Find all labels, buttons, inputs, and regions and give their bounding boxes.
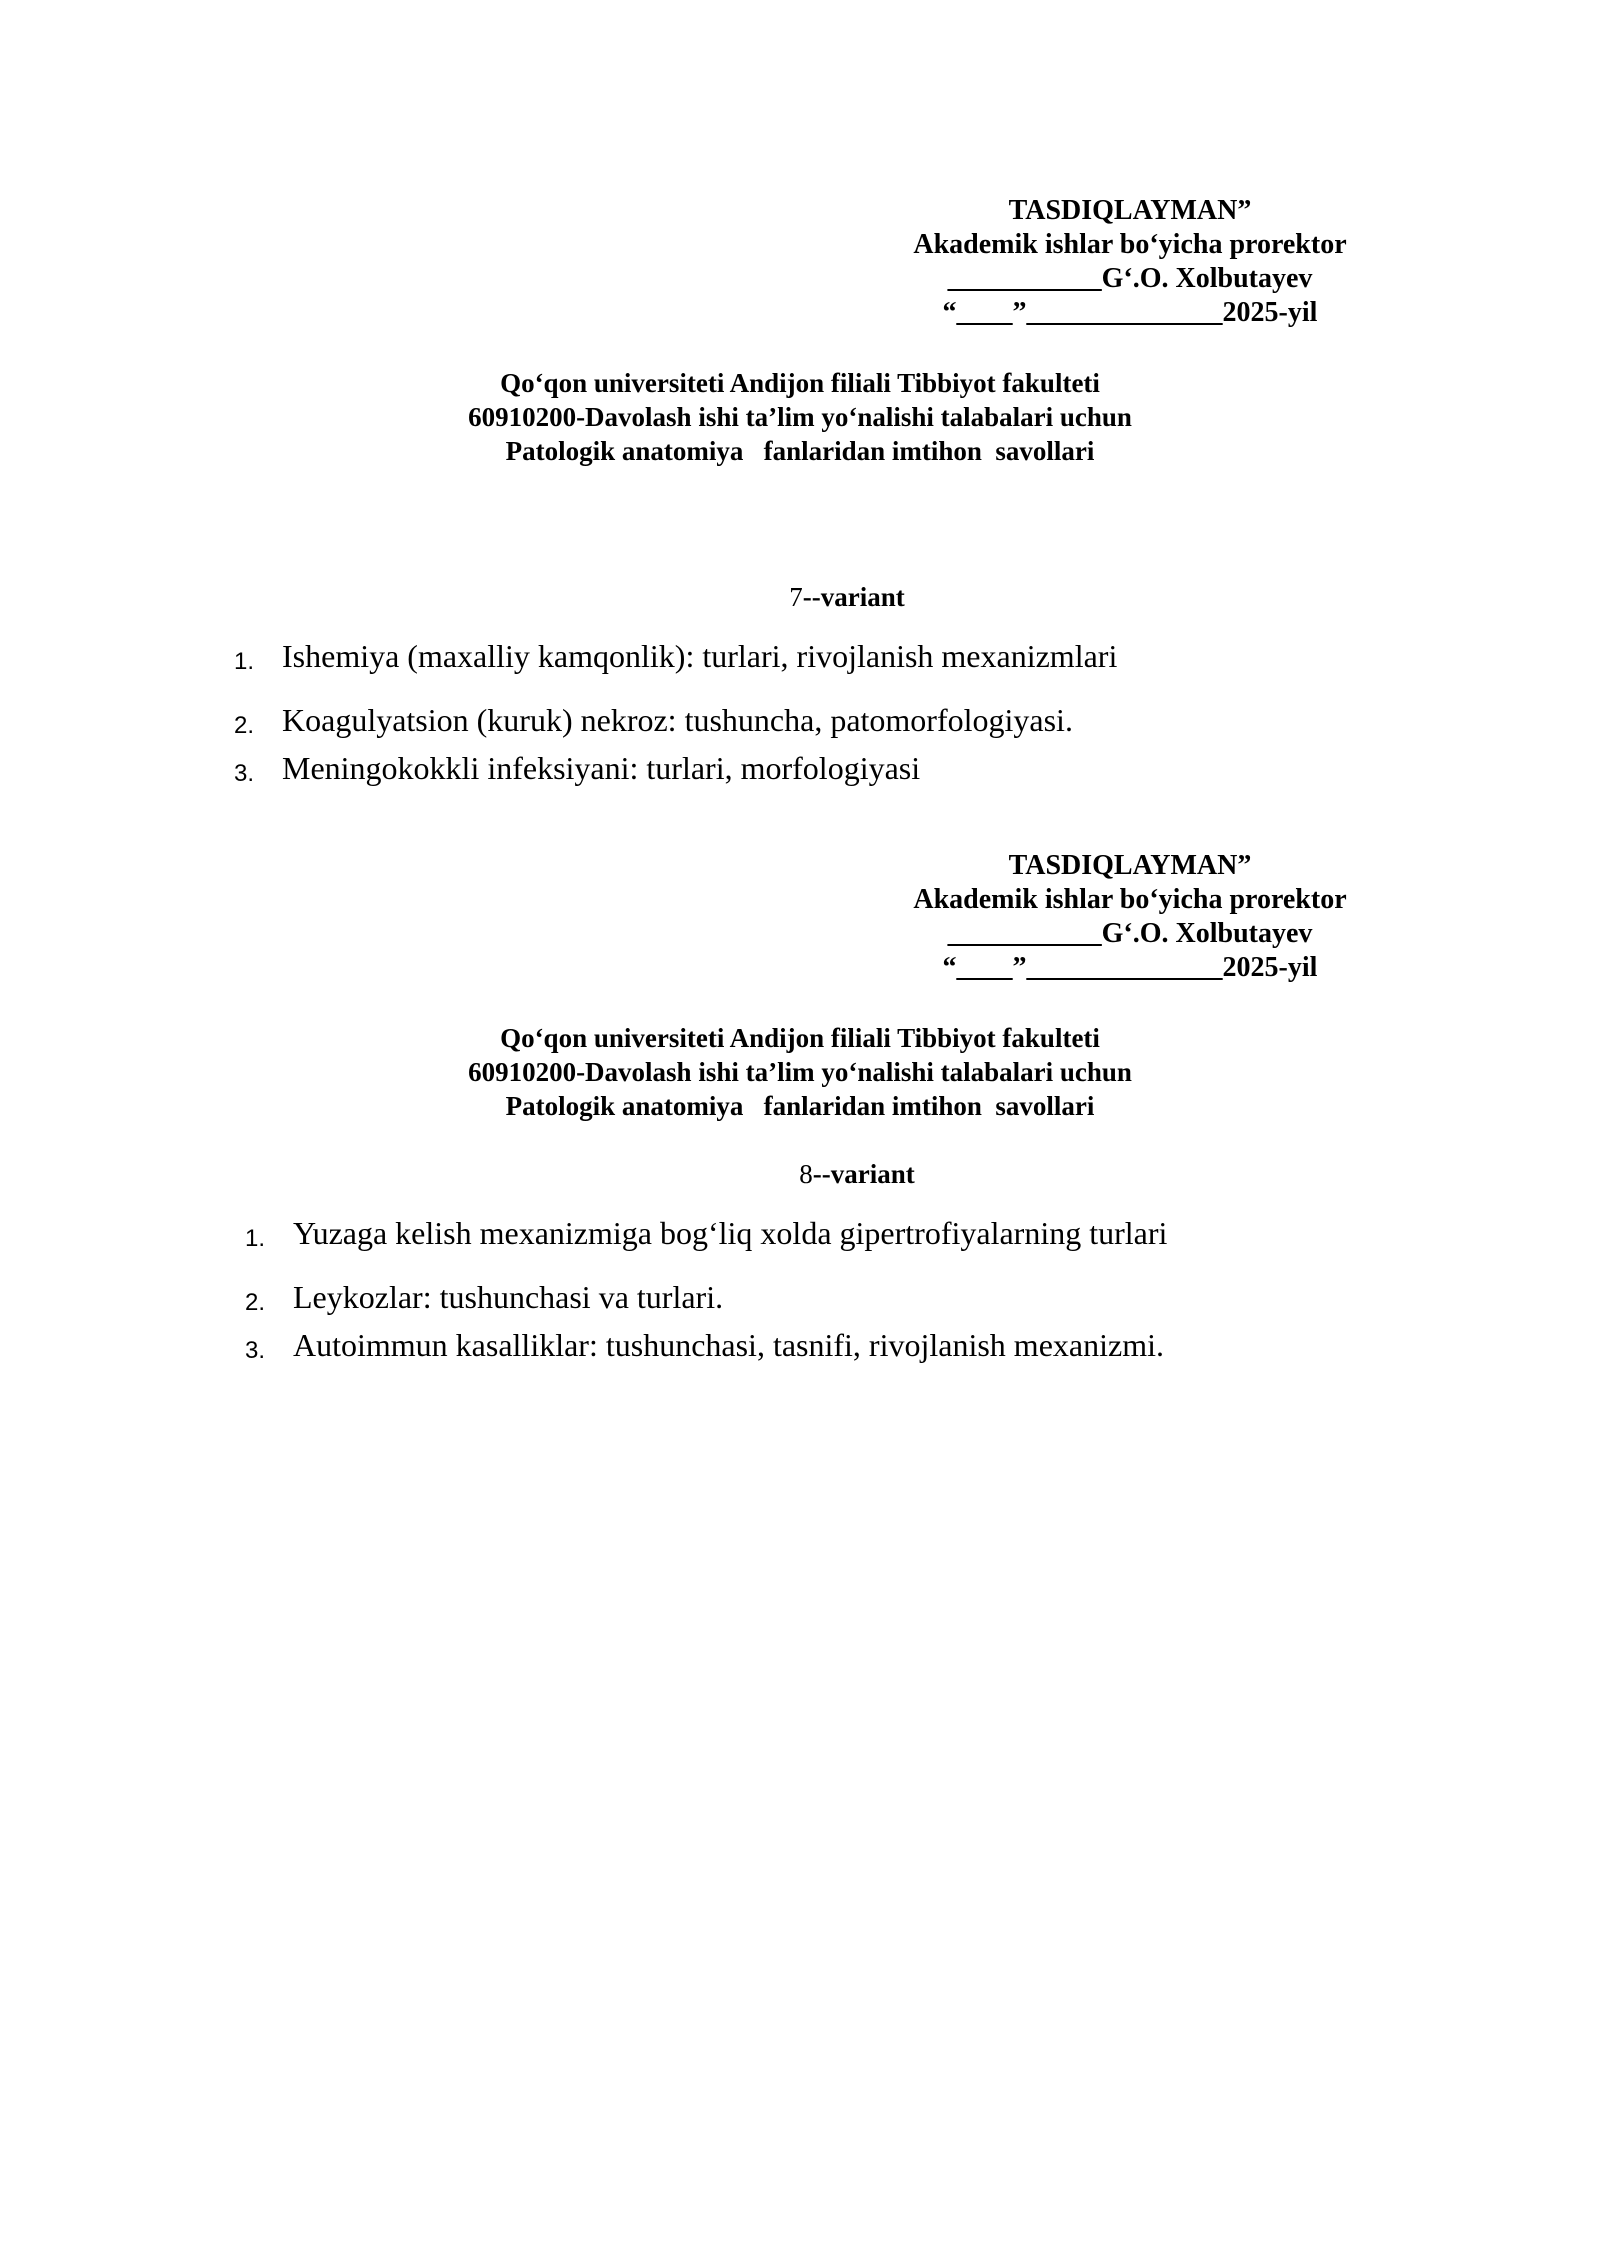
approval-block-2: [880, 849, 1380, 985]
variant-heading-7: [47, 580, 1600, 614]
question-item: [234, 700, 1073, 740]
approval-role: Akademik ishlar bo‘yicha prorektor: [913, 884, 1347, 915]
question-item: [245, 1325, 1164, 1365]
approval-role: Akademik ishlar bo‘yicha prorektor: [913, 229, 1347, 260]
question-item: [234, 748, 921, 788]
question-text: Ishemiya (maxalliy kamqonlik): turlari, rivojlanish mexanizmlari: [282, 638, 1118, 674]
question-number: 2.: [234, 712, 255, 739]
variant-label: --variant: [802, 582, 905, 612]
approval-title: TASDIQLAYMAN”: [1008, 195, 1252, 226]
question-number: 1.: [234, 648, 255, 675]
header-program: 60910200-Davolash ishi ta’lim yo‘nalishi talabalari uchun: [468, 1057, 1132, 1087]
question-text: Meningokokkli infeksiyani: turlari, morfologiyasi: [282, 750, 921, 786]
question-text: Yuzaga kelish mexanizmiga bog‘liq xolda gipertrofiyalarning turlari: [293, 1215, 1168, 1251]
variant-heading-8: [57, 1157, 1600, 1191]
header-program: 60910200-Davolash ishi ta’lim yo‘nalishi talabalari uchun: [468, 402, 1132, 432]
header-subject: Patologik anatomiya fanlaridan imtihon savollari: [505, 1091, 1095, 1121]
approval-date: “____”______________2025-yil: [942, 952, 1318, 983]
question-text: Koagulyatsion (kuruk) nekroz: tushuncha, patomorfologiyasi.: [282, 702, 1073, 738]
approval-signature: ___________G‘.O. Xolbutayev: [947, 263, 1313, 294]
question-text: Autoimmun kasalliklar: tushunchasi, tasnifi, rivojlanish mexanizmi.: [293, 1327, 1164, 1363]
question-item: [245, 1213, 1168, 1253]
exam-header-1: [300, 366, 1300, 468]
approval-date: “____”______________2025-yil: [942, 297, 1318, 328]
approval-title: TASDIQLAYMAN”: [1008, 850, 1252, 881]
variant-number: 8: [799, 1159, 813, 1189]
header-university: Qo‘qon universiteti Andijon filiali Tibbiyot fakulteti: [500, 368, 1100, 398]
approval-signature: ___________G‘.O. Xolbutayev: [947, 918, 1313, 949]
header-subject: Patologik anatomiya fanlaridan imtihon savollari: [505, 436, 1095, 466]
exam-header-2: [300, 1021, 1300, 1123]
question-item: [234, 636, 1118, 676]
approval-block-1: [880, 194, 1380, 330]
question-number: 2.: [245, 1289, 266, 1316]
question-item: [245, 1277, 724, 1317]
question-text: Leykozlar: tushunchasi va turlari.: [293, 1279, 724, 1315]
variant-number: 7: [789, 582, 803, 612]
question-number: 1.: [245, 1225, 266, 1252]
header-university: Qo‘qon universiteti Andijon filiali Tibbiyot fakulteti: [500, 1023, 1100, 1053]
variant-label: --variant: [812, 1159, 915, 1189]
question-number: 3.: [245, 1337, 266, 1364]
question-number: 3.: [234, 760, 255, 787]
